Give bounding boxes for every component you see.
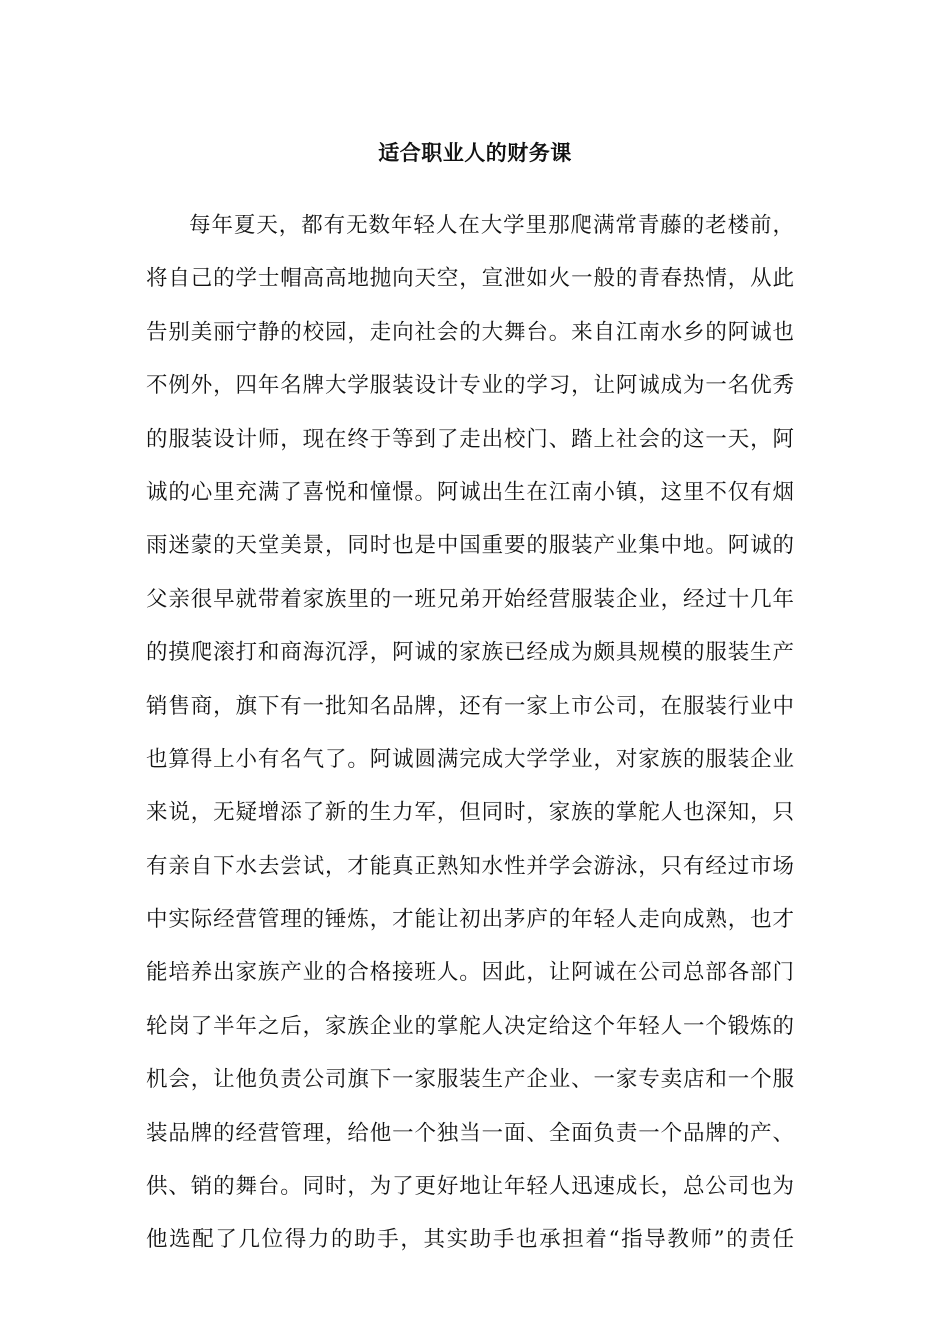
document-title: 适合职业人的财务课	[378, 140, 572, 165]
body-line: 来说，无疑增添了新的生力军，但同时，家族的掌舵人也深知，只	[146, 800, 794, 826]
body-line: 雨迷蒙的天堂美景，同时也是中国重要的服装产业集中地。阿诚的	[146, 533, 794, 559]
body-line: 轮岗了半年之后，家族企业的掌舵人决定给这个年轻人一个锻炼的	[146, 1013, 794, 1039]
body-line: 告别美丽宁静的校园，走向社会的大舞台。来自江南水乡的阿诚也	[146, 319, 794, 345]
body-line: 每年夏天，都有无数年轻人在大学里那爬满常青藤的老楼前，	[189, 213, 794, 238]
body-line: 能培养出家族产业的合格接班人。因此，让阿诚在公司总部各部门	[146, 960, 794, 986]
body-line: 的服装设计师，现在终于等到了走出校门、踏上社会的这一天，阿	[146, 426, 794, 452]
body-line: 中实际经营管理的锤炼，才能让初出茅庐的年轻人走向成熟，也才	[146, 907, 794, 933]
body-line: 销售商，旗下有一批知名品牌，还有一家上市公司，在服装行业中	[146, 693, 794, 719]
body-line: 有亲自下水去尝试，才能真正熟知水性并学会游泳，只有经过市场	[146, 853, 794, 879]
body-line: 不例外，四年名牌大学服装设计专业的学习，让阿诚成为一名优秀	[146, 373, 794, 399]
body-line: 装品牌的经营管理，给他一个独当一面、全面负责一个品牌的产、	[146, 1120, 794, 1146]
body-line: 的摸爬滚打和商海沉浮，阿诚的家族已经成为颇具规模的服装生产	[146, 640, 794, 666]
body-line: 诚的心里充满了喜悦和憧憬。阿诚出生在江南小镇，这里不仅有烟	[146, 479, 794, 505]
document-body	[146, 204, 794, 1272]
body-line: 供、销的舞台。同时，为了更好地让年轻人迅速成长，总公司也为	[146, 1174, 794, 1200]
body-line: 父亲很早就带着家族里的一班兄弟开始经营服装企业，经过十几年	[146, 586, 794, 612]
body-line: 也算得上小有名气了。阿诚圆满完成大学学业，对家族的服装企业	[146, 746, 794, 772]
body-line: 将自己的学士帽高高地抛向天空，宣泄如火一般的青春热情，从此	[146, 266, 794, 292]
body-line: 他选配了几位得力的助手，其实助手也承担着“指导教师”的责任	[146, 1227, 794, 1253]
body-line: 机会，让他负责公司旗下一家服装生产企业、一家专卖店和一个服	[146, 1067, 794, 1093]
